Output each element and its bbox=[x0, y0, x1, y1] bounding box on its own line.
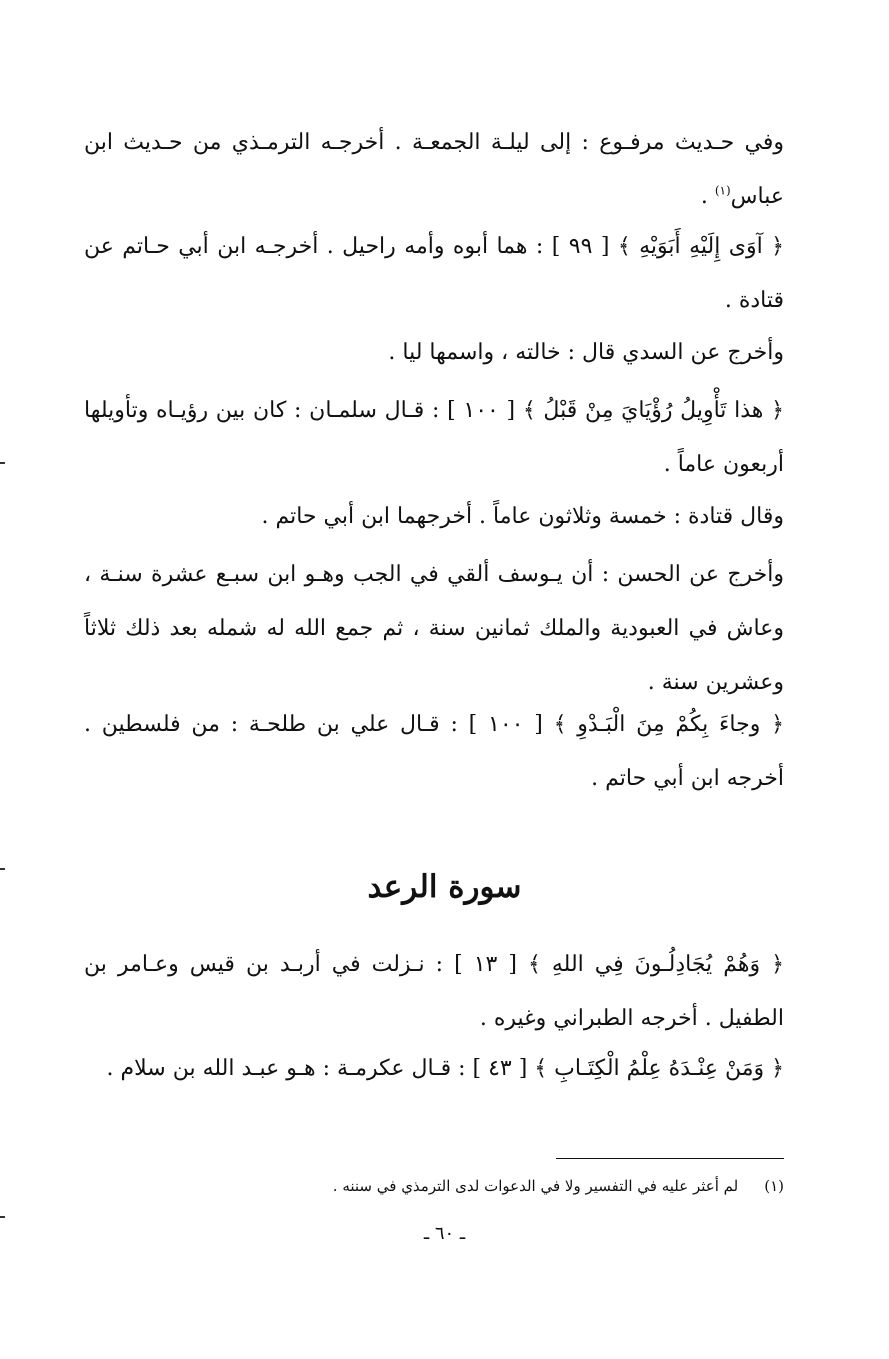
footnote-number: (١) bbox=[764, 1177, 784, 1195]
paragraph-1 bbox=[84, 116, 784, 224]
footnote bbox=[250, 1173, 784, 1199]
paragraph-9: ﴿ وَمَنْ عِنْـدَهُ عِلْمُ الْكِتَـابِ ﴾ [ ٤٣ ] : قـال عكرمـة : هـو عبـد الله بن سلام . bbox=[106, 1056, 784, 1081]
page-number: ـ ٦٠ ـ bbox=[423, 1223, 466, 1244]
paragraph-4: ﴿ هذا تَأْوِيلُ رُؤْيَايَ مِنْ قَبْلُ ﴾ [ ١٠٠ ] : قـال سلمـان : كان بين رؤيـاه وتأويلها أربعون عاماً . bbox=[84, 398, 784, 477]
footnote-text: لم أعثر عليه في التفسير ولا في الدعوات لدى الترمذي في سننه . bbox=[332, 1177, 739, 1195]
paragraph-8: ﴿ وَهُمْ يُجَادِلُـونَ فِي اللهِ ﴾ [ ١٣ ] : نـزلت في أربـد بن قيس وعـامر بن الطفيل . أخرجه الطبراني وغيره . bbox=[84, 952, 784, 1031]
paragraph-2: ﴿ آوَى إِلَيْهِ أَبَوَيْهِ ﴾ [ ٩٩ ] : هما أبوه وأمه راحيل . أخرجـه ابن أبي حـاتم عن قتادة . bbox=[84, 234, 785, 313]
paragraph-7: ﴿ وجاءَ بِكُمْ مِنَ الْبَـدْوِ ﴾ [ ١٠٠ ] : قـال علي بن طلحـة : من فلسطين . أخرجه ابن أبي حاتم . bbox=[84, 712, 784, 791]
paragraph-5: وقال قتادة : خمسة وثلاثون عاماً . أخرجهما ابن أبي حاتم . bbox=[261, 504, 784, 529]
scan-edge-mark bbox=[0, 1216, 5, 1218]
paragraph-6: وأخرج عن الحسن : أن يـوسف ألقي في الجب وهـو ابن سبـع عشرة سنـة ، وعاش في العبودية والملك ثمانين سنة ، ثم جمع الله له شمله بعد ذلك ثلاثاً وعشرين سنة . bbox=[84, 562, 784, 695]
paragraph-1-tail: . bbox=[700, 184, 715, 209]
paragraph-1-text: وفي حـديث مرفـوع : إلى ليلـة الجمعـة . أخرجـه الترمـذي من حـديث ابن عباس bbox=[84, 130, 784, 209]
paragraph-3: وأخرج عن السدي قال : خالته ، واسمها ليا . bbox=[388, 340, 784, 365]
footnote-divider bbox=[556, 1158, 784, 1159]
scan-edge-mark bbox=[0, 868, 5, 870]
scan-edge-mark bbox=[0, 462, 5, 464]
footnote-reference: (١) bbox=[714, 183, 731, 198]
surah-heading: سورة الرعد bbox=[367, 869, 522, 905]
